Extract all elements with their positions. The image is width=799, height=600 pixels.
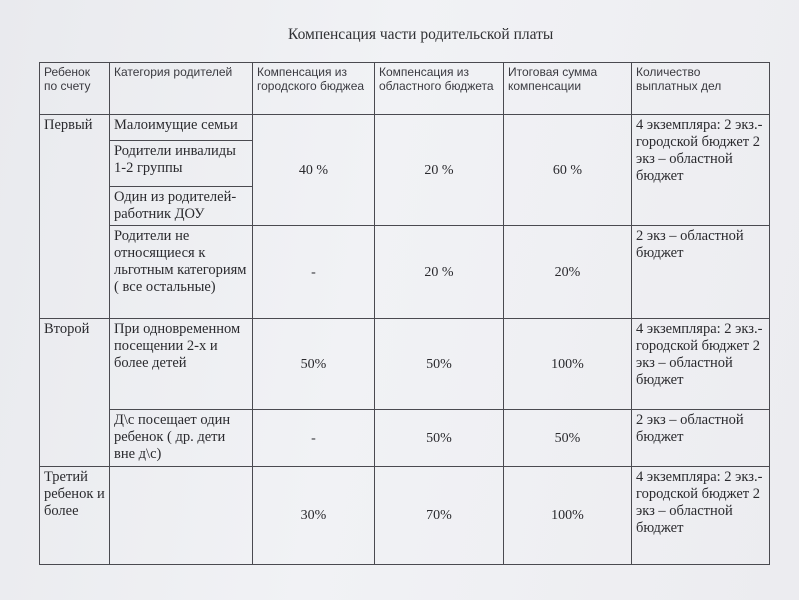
total-value: 100% bbox=[504, 467, 632, 565]
child-third: Третий ребенок и более bbox=[40, 467, 110, 565]
city-value: - bbox=[253, 410, 375, 467]
child-second: Второй bbox=[40, 319, 110, 467]
header-category: Категория родителей bbox=[110, 63, 253, 115]
city-value: 40 % bbox=[253, 115, 375, 226]
total-value: 60 % bbox=[504, 115, 632, 226]
header-row bbox=[40, 63, 770, 115]
table-row bbox=[40, 226, 770, 319]
table-row bbox=[40, 115, 770, 141]
region-value: 50% bbox=[375, 319, 504, 410]
region-value: 50% bbox=[375, 410, 504, 467]
header-cases: Количество выплатных дел bbox=[632, 63, 770, 115]
region-value: 70% bbox=[375, 467, 504, 565]
cases-value: 2 экз – областной бюджет bbox=[632, 226, 770, 319]
header-total: Итоговая сумма компенсации bbox=[504, 63, 632, 115]
header-region: Компенсация из областного бюджета bbox=[375, 63, 504, 115]
table-row bbox=[40, 467, 770, 565]
city-value: 50% bbox=[253, 319, 375, 410]
child-first: Первый bbox=[40, 115, 110, 319]
total-value: 20% bbox=[504, 226, 632, 319]
table-row bbox=[40, 410, 770, 467]
cases-value: 2 экз – областной бюджет bbox=[632, 410, 770, 467]
header-child: Ребенок по счету bbox=[40, 63, 110, 115]
table-row bbox=[40, 319, 770, 410]
total-value: 100% bbox=[504, 319, 632, 410]
category-cell: Малоимущие семьи bbox=[110, 115, 253, 141]
cases-value: 4 экземпляра: 2 экз.- городской бюджет 2 экз – областной бюджет bbox=[632, 467, 770, 565]
document-title: Компенсация части родительской платы bbox=[288, 26, 554, 43]
cases-value: 4 экземпляра: 2 экз.- городской бюджет 2 экз – областной бюджет bbox=[632, 319, 770, 410]
city-value: 30% bbox=[253, 467, 375, 565]
cases-value: 4 экземпляра: 2 экз.- городской бюджет 2 экз – областной бюджет bbox=[632, 115, 770, 226]
category-cell: При одновременном посещении 2-х и более детей bbox=[110, 319, 253, 410]
region-value: 20 % bbox=[375, 115, 504, 226]
category-cell: Родители не относящиеся к льготным категориям ( все остальные) bbox=[110, 226, 253, 319]
city-value: - bbox=[253, 226, 375, 319]
compensation-table bbox=[39, 62, 770, 565]
category-cell-empty bbox=[110, 467, 253, 565]
category-cell: Родители инвалиды 1-2 группы bbox=[110, 141, 253, 187]
header-city: Компенсация из городского бюджеа bbox=[253, 63, 375, 115]
region-value: 20 % bbox=[375, 226, 504, 319]
total-value: 50% bbox=[504, 410, 632, 467]
category-cell: Один из родителей-работник ДОУ bbox=[110, 187, 253, 226]
category-cell: Д\с посещает один ребенок ( др. дети вне д\с) bbox=[110, 410, 253, 467]
